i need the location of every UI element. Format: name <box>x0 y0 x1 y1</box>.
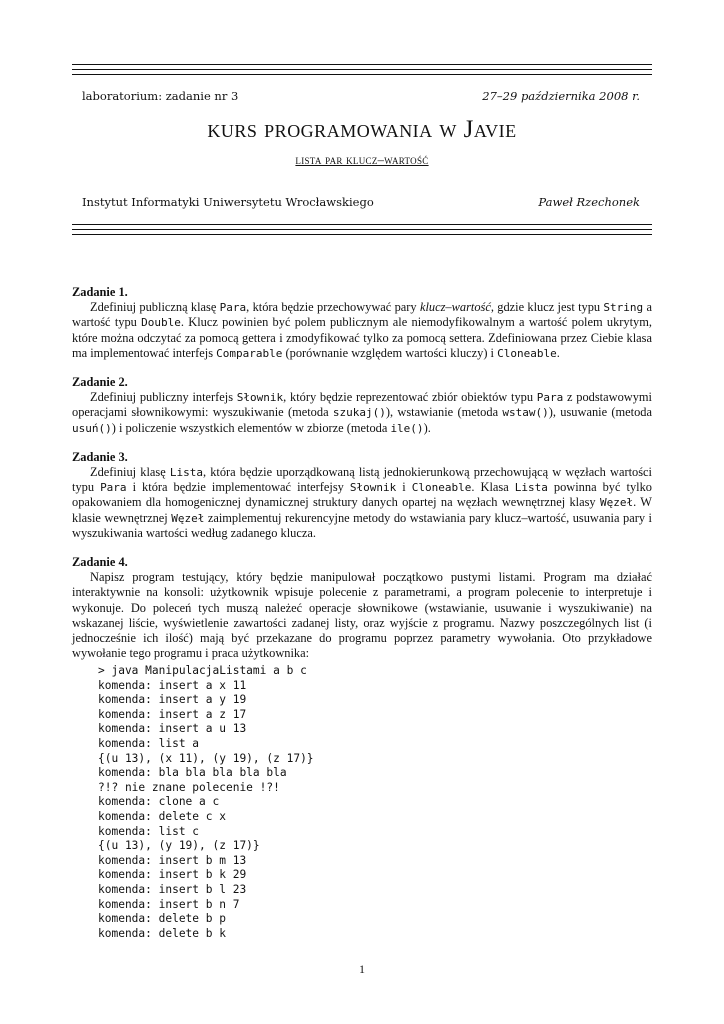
code-line: komenda: insert a z 17 <box>98 707 247 721</box>
code-line: komenda: insert a u 13 <box>98 722 247 736</box>
page-subtitle: lista par klucz–wartość <box>295 153 429 167</box>
top-rule-1 <box>72 64 652 65</box>
code-line: {(u 13), (y 19), (z 17)} <box>98 839 260 853</box>
task-body: Zdefiniuj klasę Lista, która będzie uporządkowaną listą jednokierunkową przechowującą w węzłach wartości typu Para i która będzie implementować interfejsy Słownik i Cloneable. Klasa Lista powinna być tylko opakowaniem dla homogenicznej dynamicznej struktury danych opartej na węzłach wewnętrznej klasy Węzeł. W klasie wewnętrznej Węzeł zaimplementuj rekurencyjne metody do wstawiania pary klucz–wartość, usuwania pary i wyszukiwania wartości według zadanego klucza. <box>72 465 652 540</box>
code-line: komenda: delete b k <box>98 926 226 940</box>
code-line: komenda: bla bla bla bla bla <box>98 766 287 780</box>
task-3 <box>72 450 652 541</box>
code-line: komenda: insert a x 11 <box>98 678 247 692</box>
bottom-rule-2 <box>72 229 652 230</box>
code-line: komenda: clone a c <box>98 795 220 809</box>
page-number: 1 <box>359 962 365 976</box>
task-4 <box>72 555 652 661</box>
bottom-rule-3 <box>72 234 652 235</box>
code-line: komenda: list c <box>98 824 200 838</box>
code-line: komenda: insert b l 23 <box>98 882 247 896</box>
author-label: Paweł Rzechonek <box>538 195 640 209</box>
code-line: > java ManipulacjaListami a b c <box>98 664 307 677</box>
code-line: komenda: insert b k 29 <box>98 868 247 882</box>
code-line: ?!? nie znane polecenie !?! <box>98 780 280 794</box>
top-rule-3 <box>72 74 652 75</box>
task-body: Napisz program testujący, który będzie manipulował początkowo pustymi listami. Program ma działać interaktywnie na konsoli: użytkownik wpisuje polecenie z parametrami, a program polecenie to interpretuje i wykonuje. Do poleceń tych muszą należeć operacje słownikowe (wstawianie, usuwanie i wyszukiwanie) na wskazanej liście, wyświetlenie zawartości zadanej listy, oraz wyjście z programu. Nazwy poszczególnych list (i jednocześnie ich ilość) mają być przekazane do programu poprzez parametry wywołania. Oto przykładowe wywołanie tego programu i praca użytkownika: <box>72 570 652 661</box>
code-line: komenda: list a <box>98 736 200 750</box>
top-rule-2 <box>72 69 652 70</box>
code-line: komenda: delete c x <box>98 809 226 823</box>
code-line: {(u 13), (x 11), (y 19), (z 17)} <box>98 751 314 765</box>
header-row <box>82 89 640 103</box>
code-line: komenda: insert a y 19 <box>98 693 247 707</box>
code-line: komenda: insert b m 13 <box>98 853 247 867</box>
page-title: kurs programowania w Javie <box>207 116 517 143</box>
task-heading: Zadanie 3. <box>72 449 128 464</box>
code-listing <box>98 664 314 941</box>
institute-row <box>82 195 640 209</box>
institute-label: Instytut Informatyki Uniwersytetu Wrocławskiego <box>82 195 374 209</box>
task-body: Zdefiniuj publiczną klasę Para, która będzie przechowywać pary klucz–wartość, gdzie klucz jest typu String a wartość typu Double. Klucz powinien być polem publicznym ale niemodyfikowalnym a wartość polem ukrytym, które można odczytać za pomocą gettera i zmodyfikować tylko za pomocą settera. Zdefiniowana przez Ciebie klasa ma implementować interfejs Comparable (porównanie względem wartości kluczy) i Cloneable. <box>72 300 652 360</box>
task-heading: Zadanie 1. <box>72 285 128 299</box>
code-line: komenda: delete b p <box>98 912 226 926</box>
task-heading: Zadanie 2. <box>72 375 128 390</box>
date-label: 27–29 października 2008 r. <box>482 89 640 103</box>
task-1 <box>72 285 652 361</box>
code-line: komenda: insert b n 7 <box>98 897 240 911</box>
task-heading: Zadanie 4. <box>72 555 128 570</box>
tasks-section <box>72 285 652 675</box>
lab-label: laboratorium: zadanie nr 3 <box>82 89 239 103</box>
task-2 <box>72 375 652 436</box>
bottom-rule-1 <box>72 224 652 225</box>
task-body: Zdefiniuj publiczny interfejs Słownik, który będzie reprezentować zbiór obiektów typu Para z podstawowymi operacjami słownikowymi: wyszukiwanie (metoda szukaj()), wstawianie (metoda wstaw()), usuwanie (metoda usuń()) i policzenie wszystkich elementów w zbiorze (metoda ile()). <box>72 390 652 435</box>
